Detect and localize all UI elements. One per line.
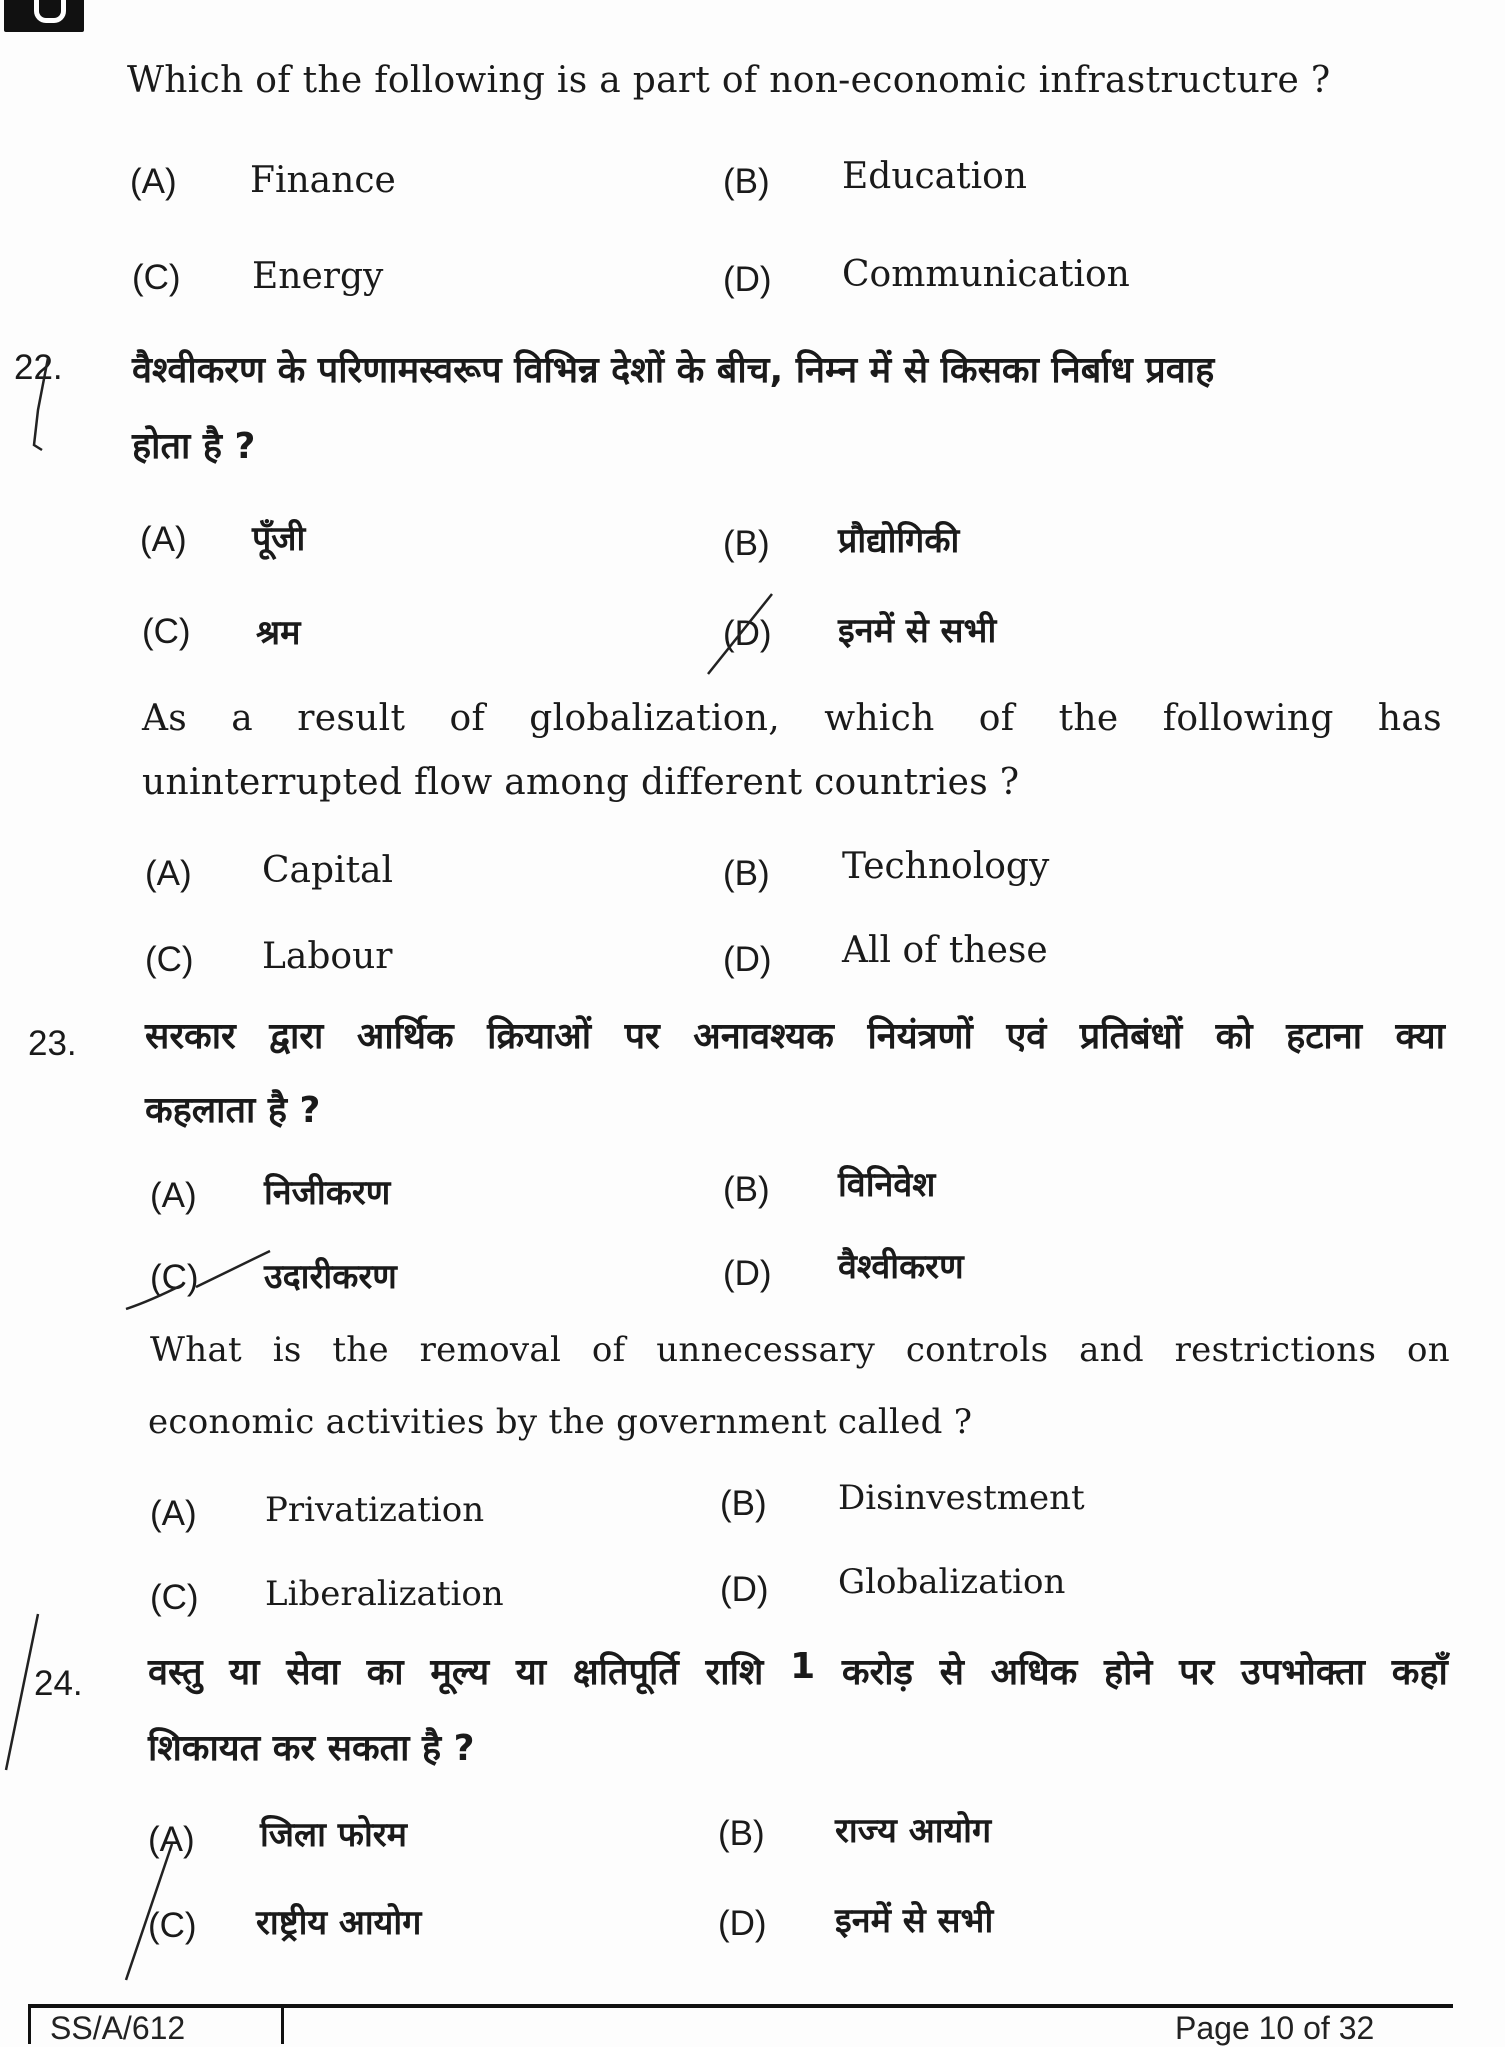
q24-opt-b-text-hi: राज्य आयोग [835,1811,992,1851]
q21-opt-d-text: Communication [842,254,1130,295]
footer-paper-code: SS/A/612 [50,2010,186,2046]
q23-opt-d-text-en: Globalization [838,1562,1066,1602]
q22-opt-d-label-en: (D) [723,940,772,979]
q22-text-en-line1: As a result of globalization, which of the following has [142,698,1442,739]
q23-number: 23. [28,1024,77,1063]
q22-opt-b-text-hi: प्रौद्योगिकी [838,521,960,561]
q23-opt-b-text-hi: विनिवेश [838,1165,936,1205]
q22-answer-tick-icon [700,590,780,680]
q24-text-hi-line1: वस्तु या सेवा का मूल्य या क्षतिपूर्ति राशि 1 करोड़ से अधिक होने पर उपभोक्ता कहाँ [148,1646,1448,1693]
q23-opt-a-text-hi: निजीकरण [264,1173,391,1213]
q22-opt-d-label-hi: (D) [723,614,772,653]
q23-opt-b-label-hi: (B) [723,1170,770,1209]
q23-opt-a-text-en: Privatization [265,1490,485,1530]
q21-opt-c-label: (C) [132,258,181,297]
q22-opt-d-text-en: All of these [842,930,1048,971]
q23-text-hi-line2: कहलाता है ? [145,1090,321,1131]
q22-text-hi-line1: वैश्वीकरण के परिणामस्वरूप विभिन्न देशों के बीच, निम्न में से किसका निर्बाध प्रवाह [132,350,1215,391]
q21-opt-b-text: Education [842,156,1027,197]
q24-opt-c-label-hi: (C) [148,1906,197,1945]
q24-number: 24. [34,1664,83,1703]
q23-opt-d-text-hi: वैश्वीकरण [838,1247,964,1287]
q22-opt-a-label-hi: (A) [140,520,187,559]
q22-opt-b-label-en: (B) [723,854,770,893]
q22-opt-c-text-en: Labour [262,936,393,977]
footer-page-number: Page 10 of 32 [1175,2010,1375,2046]
q22-opt-b-text-en: Technology [842,846,1050,887]
q24-opt-d-text-hi: इनमें से सभी [835,1901,994,1941]
q21-opt-a-text: Finance [250,160,396,201]
q24-opt-c-text-hi: राष्ट्रीय आयोग [256,1903,422,1943]
q23-opt-a-label-hi: (A) [150,1176,197,1215]
q22-pen-mark-icon [20,350,60,460]
section-badge [4,0,84,32]
q22-opt-c-label-en: (C) [145,940,194,979]
q24-opt-a-label-hi: (A) [148,1820,195,1859]
q22-opt-b-label-hi: (B) [723,524,770,563]
q22-opt-a-text-en: Capital [262,850,394,891]
q24-text-hi-line2: शिकायत कर सकता है ? [148,1728,475,1769]
q21-text-en: Which of the following is a part of non-economic infrastructure ? [127,60,1331,101]
q23-opt-c-label-en: (C) [150,1578,199,1617]
q23-opt-c-text-en: Liberalization [265,1574,504,1614]
q23-text-en-line1: What is the removal of unnecessary controls and restrictions on [150,1330,1450,1370]
q23-opt-d-label-hi: (D) [723,1254,772,1293]
q24-opt-a-text-hi: जिला फोरम [260,1815,407,1855]
q22-text-hi-line2: होता है ? [132,426,256,467]
q24-opt-d-label-hi: (D) [718,1904,767,1943]
q23-opt-c-text-hi: उदारीकरण [264,1257,397,1297]
q21-opt-c-text: Energy [252,256,384,297]
q23-text-hi-line1: सरकार द्वारा आर्थिक क्रियाओं पर अनावश्यक नियंत्रणों एवं प्रतिबंधों को हटाना क्या [145,1016,1445,1057]
q22-opt-a-label-en: (A) [145,854,192,893]
q21-opt-b-label: (B) [723,162,770,201]
q22-opt-c-label-hi: (C) [142,612,191,651]
q22-opt-c-text-hi: श्रम [256,613,301,653]
q21-opt-d-label: (D) [723,260,772,299]
q22-number: 22. [14,348,63,387]
q21-opt-a-label: (A) [130,162,177,201]
q23-opt-b-text-en: Disinvestment [838,1478,1085,1518]
q22-opt-a-text-hi: पूँजी [252,519,306,559]
q23-opt-c-label-hi: (C) [150,1258,199,1297]
q24-opt-b-label-hi: (B) [718,1814,765,1853]
q23-answer-tick-icon [120,1245,280,1315]
q22-opt-d-text-hi: इनमें से सभी [838,611,997,651]
q23-opt-d-label-en: (D) [720,1570,769,1609]
q23-opt-b-label-en: (B) [720,1484,767,1523]
q22-text-en-line2: uninterrupted flow among different countries ? [142,762,1020,803]
q23-text-en-line2: economic activities by the government called ? [148,1402,973,1442]
q23-opt-a-label-en: (A) [150,1494,197,1533]
